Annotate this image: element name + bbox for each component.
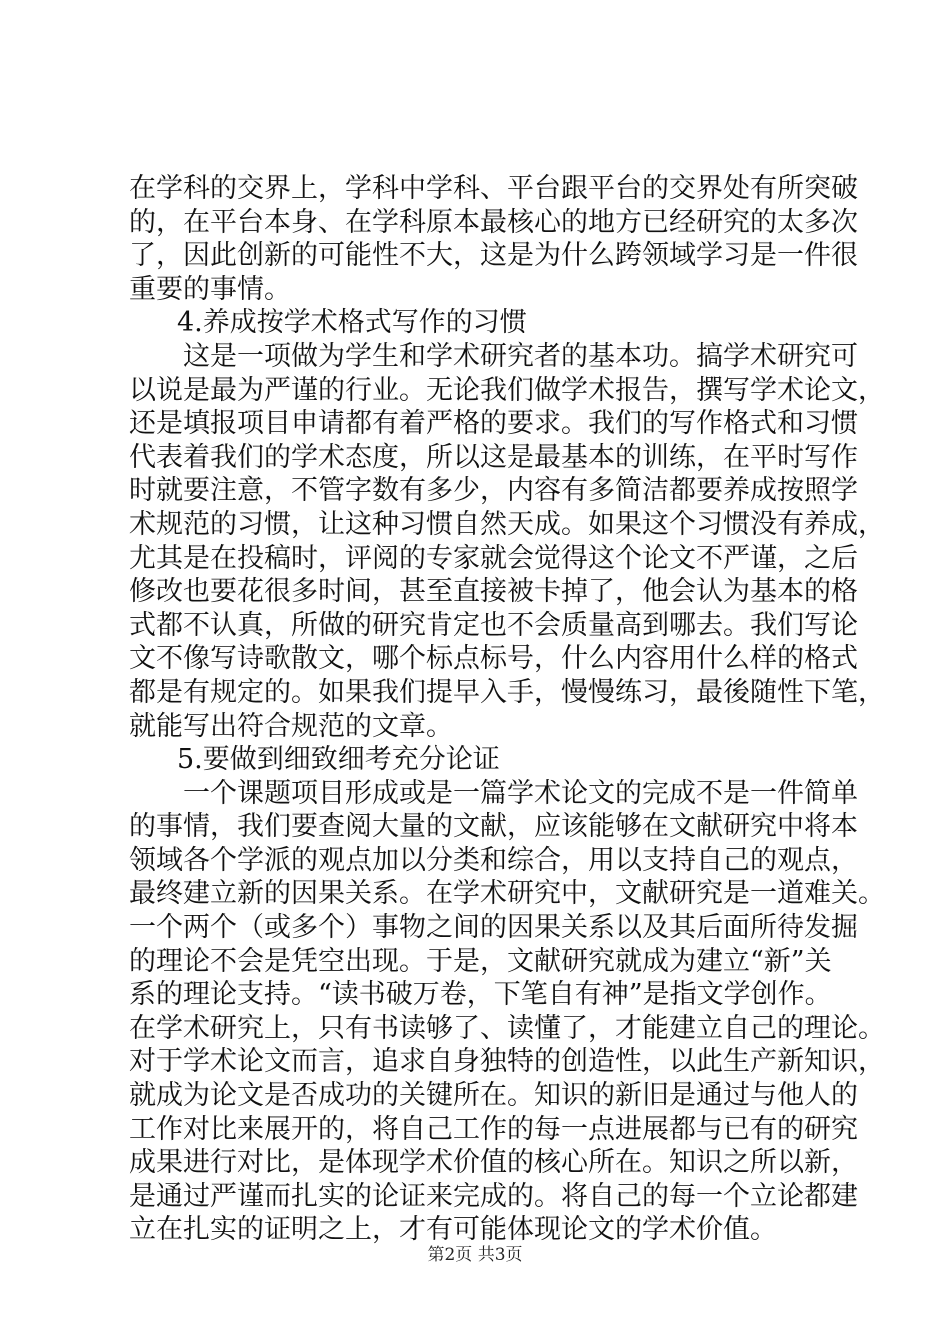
paragraph-first-line: 一个课题项目形成或是一篇学术论文的完成不是一件简单	[183, 777, 858, 809]
body-line: 的理论不会是凭空出现。于是，文献研究就成为建立“新”关	[129, 945, 832, 977]
body-line: 重要的事情。	[129, 273, 291, 305]
body-line: 系的理论支持。“读书破万卷，下笔自有神”是指文学创作。	[129, 979, 832, 1011]
body-line: 的事情，我们要查阅大量的文献，应该能够在文献研究中将本	[129, 811, 858, 843]
body-line: 时就要注意，不管字数有多少，内容有多简洁都要养成按照学	[129, 475, 858, 507]
body-line: 式都不认真，所做的研究肯定也不会质量高到哪去。我们写论	[129, 609, 858, 641]
body-line: 了，因此创新的可能性不大，这是为什么跨领域学习是一件很	[129, 240, 858, 272]
body-line: 以说是最为严谨的行业。无论我们做学术报告，撰写学术论文，	[129, 374, 885, 406]
body-line: 在学科的交界上，学科中学科、平台跟平台的交界处有所突破	[129, 173, 858, 204]
body-line: 文不像写诗歌散文，哪个标点标号，什么内容用什么样的格式	[129, 643, 858, 675]
body-line: 代表着我们的学术态度，所以这是最基本的训练，在平时写作	[129, 441, 858, 473]
section-heading-4: 4.养成按学术格式写作的习惯	[177, 307, 527, 339]
paragraph-first-line: 这是一项做为学生和学术研究者的基本功。搞学术研究可	[183, 340, 858, 372]
body-line: 就成为论文是否成功的关键所在。知识的新旧是通过与他人的	[129, 1080, 858, 1112]
body-line: 立在扎实的证明之上，才有可能体现论文的学术价值。	[129, 1214, 777, 1246]
body-line: 尤其是在投稿时，评阅的专家就会觉得这个论文不严谨，之后	[129, 542, 858, 574]
body-line: 是通过严谨而扎实的论证来完成的。将自己的每一个立论都建	[129, 1180, 858, 1212]
body-line: 对于学术论文而言，追求自身独特的创造性，以此生产新知识，	[129, 1046, 885, 1078]
body-line: 领域各个学派的观点加以分类和综合，用以支持自己的观点，	[129, 844, 858, 876]
page-number-footer: 第2页 共3页	[427, 1245, 523, 1265]
body-line: 就能写出符合规范的文章。	[129, 710, 453, 742]
body-line: 都是有规定的。如果我们提早入手，慢慢练习，最後随性下笔，	[129, 676, 885, 708]
body-line: 工作对比来展开的，将自己工作的每一点进展都与已有的研究	[129, 1113, 858, 1145]
body-line: 术规范的习惯，让这种习惯自然天成。如果这个习惯没有养成，	[129, 508, 885, 540]
body-line: 修改也要花很多时间，甚至直接被卡掉了，他会认为基本的格	[129, 576, 858, 608]
document-body	[129, 172, 885, 1247]
body-line: 成果进行对比，是体现学术价值的核心所在。知识之所以新，	[129, 1147, 858, 1179]
body-line: 一个两个（或多个）事物之间的因果关系以及其后面所待发掘	[129, 912, 858, 944]
section-heading-5: 5.要做到细致细考充分论证	[177, 744, 500, 776]
body-line: 的，在平台本身、在学科原本最核心的地方已经研究的太多次	[129, 206, 858, 238]
body-line: 最终建立新的因果关系。在学术研究中，文献研究是一道难关。	[129, 878, 885, 910]
body-line: 在学术研究上，只有书读够了、读懂了，才能建立自己的理论。	[129, 1012, 885, 1044]
body-line: 还是填报项目申请都有着严格的要求。我们的写作格式和习惯	[129, 408, 858, 440]
